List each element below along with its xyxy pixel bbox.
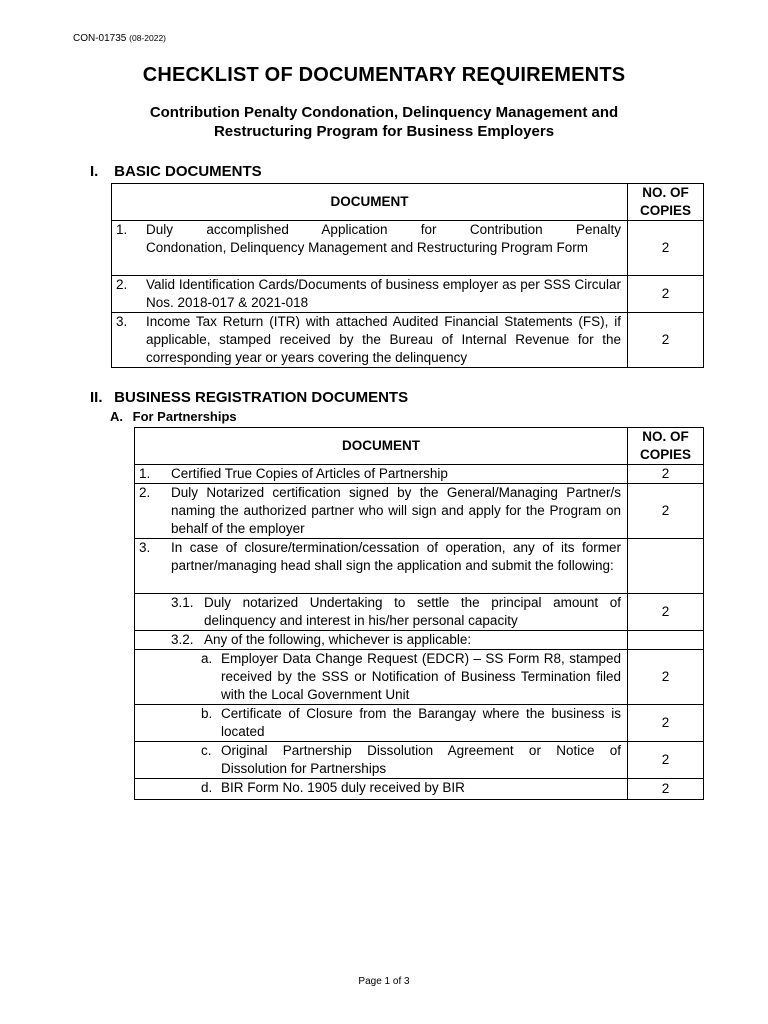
subtitle-line-1: Contribution Penalty Condonation, Delinquency Management and xyxy=(149,104,619,121)
item-text: In case of closure/termination/cessation of operation, any of its former partner/managing head shall sign the application and submit the following: xyxy=(171,540,621,573)
basic-documents-table xyxy=(111,183,704,368)
section-title: BUSINESS REGISTRATION DOCUMENTS xyxy=(114,389,409,406)
page-title: CHECKLIST OF DOCUMENTARY REQUIREMENTS xyxy=(142,64,626,86)
form-code-date: (08-2022) xyxy=(129,33,166,43)
table-row xyxy=(135,650,704,705)
copies-cell: 2 xyxy=(628,484,704,539)
table-row xyxy=(135,594,704,631)
document-cell xyxy=(135,539,628,594)
item-text: Duly notarized Undertaking to settle the principal amount of delinquency and interest in his/her personal capacity xyxy=(204,595,621,628)
document-cell xyxy=(135,631,628,650)
document-cell xyxy=(112,313,628,368)
column-header-copies-line-1: NO. OF xyxy=(642,185,689,200)
subsection-partnerships-heading xyxy=(110,409,237,424)
copies-cell: 2 xyxy=(628,594,704,631)
section-number: II. xyxy=(90,389,103,406)
item-letter: c. xyxy=(201,743,212,758)
section-business-registration-heading xyxy=(90,389,408,406)
column-header-document: DOCUMENT xyxy=(112,184,628,221)
copies-cell: 2 xyxy=(628,221,704,276)
item-letter: d. xyxy=(201,780,213,795)
copies-cell: 2 xyxy=(628,742,704,779)
copies-cell: 2 xyxy=(628,650,704,705)
document-cell xyxy=(135,779,628,800)
section-basic-documents-heading xyxy=(90,163,262,180)
item-text: Duly Notarized certification signed by the General/Managing Partner/s naming the authorized partner who will sign and apply for the Program on behalf of the employer xyxy=(171,485,621,536)
item-letter: a. xyxy=(201,651,213,666)
table-row xyxy=(135,742,704,779)
document-cell xyxy=(135,465,628,484)
section-number: I. xyxy=(90,163,99,180)
table-row xyxy=(135,705,704,742)
item-number: 1. xyxy=(139,466,151,481)
table-header-row xyxy=(112,184,704,221)
document-cell xyxy=(135,705,628,742)
subsection-title: For Partnerships xyxy=(132,409,237,424)
document-cell xyxy=(135,742,628,779)
column-header-copies-line-1: NO. OF xyxy=(642,429,689,444)
item-text: Income Tax Return (ITR) with attached Audited Financial Statements (FS), if applicable, stamped received by the Bureau of Internal Revenue for the corresponding year or years covering the delinquency xyxy=(146,314,621,365)
page-number: Page 1 of 3 xyxy=(358,976,410,987)
form-code xyxy=(73,33,166,44)
subsection-number: A. xyxy=(110,409,123,424)
document-cell xyxy=(135,650,628,705)
copies-cell xyxy=(628,631,704,650)
table-header-row xyxy=(135,428,704,465)
column-header-copies xyxy=(628,428,704,465)
table-row xyxy=(135,539,704,594)
item-number: 3. xyxy=(116,314,128,329)
copies-cell: 2 xyxy=(628,313,704,368)
table-row xyxy=(112,276,704,313)
table-row xyxy=(135,631,704,650)
column-header-copies-line-2: COPIES xyxy=(639,203,691,218)
item-text: Certificate of Closure from the Barangay where the business is located xyxy=(221,706,621,739)
item-text xyxy=(146,221,621,257)
document-cell xyxy=(135,484,628,539)
column-header-copies-line-2: COPIES xyxy=(639,447,691,462)
item-letter: b. xyxy=(201,706,213,721)
table-row xyxy=(112,221,704,276)
item-number: 2. xyxy=(116,277,128,292)
copies-cell: 2 xyxy=(628,465,704,484)
document-cell xyxy=(112,276,628,313)
item-text: Certified True Copies of Articles of Partnership xyxy=(171,466,448,481)
item-text: Any of the following, whichever is applicable: xyxy=(204,632,472,647)
copies-cell: 2 xyxy=(628,779,704,800)
column-header-document: DOCUMENT xyxy=(135,428,628,465)
document-cell xyxy=(112,221,628,276)
document-cell xyxy=(135,594,628,631)
item-text-line-1: Duly accomplished Application for Contribution Penalty xyxy=(146,222,621,237)
column-header-copies xyxy=(628,184,704,221)
table-row xyxy=(135,465,704,484)
table-row xyxy=(135,484,704,539)
item-number: 3.1. xyxy=(171,595,194,610)
item-number: 3.2. xyxy=(171,632,194,647)
partnership-documents-table xyxy=(134,427,704,800)
copies-cell: 2 xyxy=(628,276,704,313)
item-text: Valid Identification Cards/Documents of business employer as per SSS Circular Nos. 2018-017 & 2021-018 xyxy=(146,277,621,310)
table-row xyxy=(112,313,704,368)
item-text-rest: Condonation, Delinquency Management and Restructuring Program Form xyxy=(146,240,588,255)
form-code-number: CON-01735 xyxy=(73,33,127,44)
subtitle-line-2: Restructuring Program for Business Employers xyxy=(213,123,555,140)
table-row xyxy=(135,779,704,800)
item-number: 1. xyxy=(116,222,128,237)
page-subtitle xyxy=(84,103,684,141)
copies-cell: 2 xyxy=(628,705,704,742)
item-text: BIR Form No. 1905 duly received by BIR xyxy=(221,780,465,795)
item-number: 3. xyxy=(139,540,151,555)
copies-cell xyxy=(628,539,704,594)
item-text: Employer Data Change Request (EDCR) – SS Form R8, stamped received by the SSS or Notification of Business Termination filed with the Local Government Unit xyxy=(221,651,621,702)
item-text: Original Partnership Dissolution Agreement or Notice of Dissolution for Partnerships xyxy=(221,743,621,776)
section-title: BASIC DOCUMENTS xyxy=(114,163,262,180)
item-number: 2. xyxy=(139,485,151,500)
